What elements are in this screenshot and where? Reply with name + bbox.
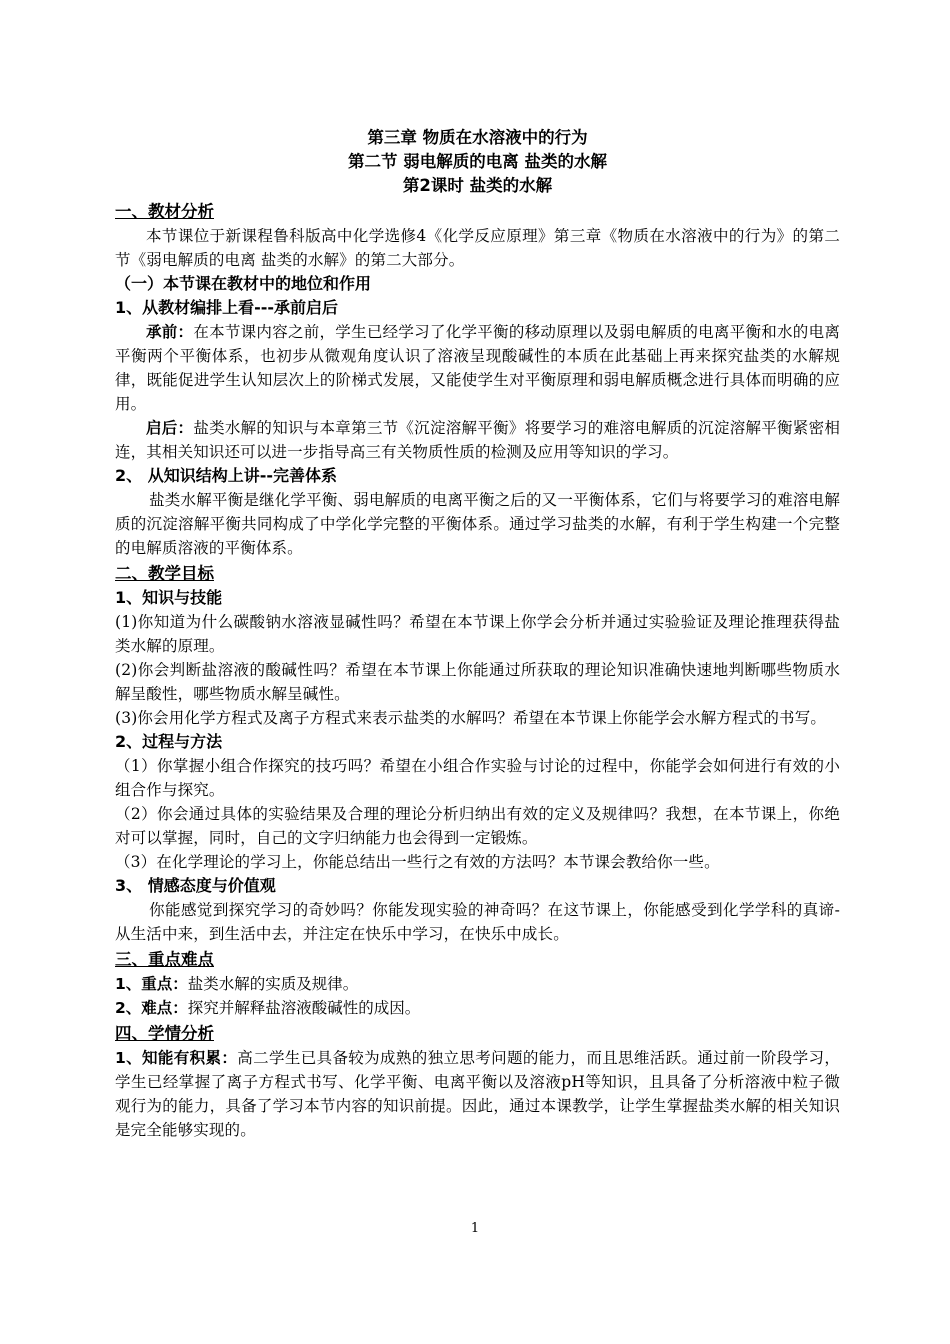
- goal-process-1: （1）你掌握小组合作探究的技巧吗？希望在小组合作实验与讨论的过程中，你能学会如何进行有效的小组合作与探究。: [115, 757, 840, 799]
- goal-process-title: 2、过程与方法: [115, 732, 223, 751]
- paragraph-structure: 盐类水解平衡是继化学平衡、弱电解质的电离平衡之后的又一平衡体系，它们与将要学习的难溶电解质的沉淀溶解平衡共同构成了中学化学完整的平衡体系。通过学习盐类的水解，有利于学生构建一个完整的电解质溶液的平衡体系。: [115, 491, 840, 557]
- goal-emotion-text: 你能感觉到探究学习的奇妙吗？你能发现实验的神奇吗？在这节课上，你能感受到化学学科的真谛-从生活中来，到生活中去，并注定在快乐中学习，在快乐中成长。: [115, 901, 840, 943]
- goal-emotion-title: 3、 情感态度与价值观: [115, 876, 276, 895]
- section-title: 第二节 弱电解质的电离 盐类的水解: [348, 152, 607, 171]
- lead-after: 启后：: [146, 419, 194, 437]
- item-arrangement-title: 1、从教材编排上看---承前启后: [115, 298, 339, 317]
- heading-key-points: 三、重点难点: [115, 950, 214, 969]
- difficult-point-lead: 2、难点：: [115, 999, 188, 1017]
- goal-process-3: （3）在化学理论的学习上，你能总结出一些行之有效的方法吗？本节课会教给你一些。: [115, 853, 720, 871]
- goal-knowledge-title: 1、知识与技能: [115, 588, 223, 607]
- page-number: 1: [470, 1221, 480, 1236]
- student-analysis-paragraph: [115, 1046, 840, 1142]
- goal-knowledge-2: (2)你会判断盐溶液的酸碱性吗？希望在本节课上你能通过所获取的理论知识准确快速地判断哪些物质水解呈酸性，哪些物质水解呈碱性。: [115, 661, 840, 703]
- goal-knowledge-1: (1)你知道为什么碳酸钠水溶液显碱性吗？希望在本节课上你学会分析并通过实验验证及理论推理获得盐类水解的原理。: [115, 613, 840, 655]
- student-analysis-lead: 1、知能有积累：: [115, 1049, 238, 1067]
- intro-paragraph: 本节课位于新课程鲁科版高中化学选修4《化学反应原理》第三章《物质在水溶液中的行为》的第二节《弱电解质的电离 盐类的水解》的第二大部分。: [115, 227, 840, 269]
- key-point-lead: 1、重点：: [115, 975, 188, 993]
- goal-knowledge-3: (3)你会用化学方程式及离子方程式来表示盐类的水解吗？希望在本节课上你能学会水解方程式的书写。: [115, 709, 827, 727]
- chapter-title: 第三章 物质在水溶液中的行为: [367, 128, 588, 147]
- heading-teaching-goals: 二、教学目标: [115, 564, 214, 583]
- student-analysis-text: 高二学生已具备较为成熟的独立思考问题的能力，而且思维活跃。通过前一阶段学习，学生已经掌握了离子方程式书写、化学平衡、电离平衡以及溶液pH等知识，且具备了分析溶液中粒子微观行为的能力，具备了学习本节内容的知识前提。因此，通过本课教学，让学生掌握盐类水解的相关知识是完全能够实现的。: [115, 1049, 840, 1139]
- subheading-position-role: （一）本节课在教材中的地位和作用: [115, 274, 372, 293]
- paragraph-after: [115, 416, 840, 464]
- key-point: [115, 972, 840, 996]
- difficult-point: [115, 996, 840, 1020]
- text-after: 盐类水解的知识与本章第三节《沉淀溶解平衡》将要学习的难溶电解质的沉淀溶解平衡紧密相连，其相关知识还可以进一步指导高三有关物质性质的检测及应用等知识的学习。: [115, 419, 840, 461]
- lesson-title: 第2课时 盐类的水解: [402, 176, 553, 195]
- key-point-text: 盐类水解的实质及规律。: [187, 975, 359, 993]
- document-body: [115, 126, 840, 1142]
- difficult-point-text: 探究并解释盐溶液酸碱性的成因。: [187, 999, 421, 1017]
- text-before: 在本节课内容之前，学生已经学习了化学平衡的移动原理以及弱电解质的电离平衡和水的电离平衡两个平衡体系，也初步从微观角度认识了溶液呈现酸碱性的本质在此基础上再来探究盐类的水解规律，既能促进学生认知层次上的阶梯式发展，又能使学生对平衡原理和弱电解质概念进行具体而明确的应用。: [115, 323, 840, 413]
- goal-process-2: （2）你会通过具体的实验结果及合理的理论分析归纳出有效的定义及规律吗？我想，在本节课上，你绝对可以掌握，同时，自己的文字归纳能力也会得到一定锻炼。: [115, 805, 840, 847]
- heading-student-analysis: 四、学情分析: [115, 1024, 214, 1043]
- item-structure-title: 2、 从知识结构上讲--完善体系: [115, 466, 337, 485]
- lead-before: 承前：: [146, 323, 194, 341]
- paragraph-before: [115, 320, 840, 416]
- heading-textbook-analysis: 一、教材分析: [115, 202, 214, 221]
